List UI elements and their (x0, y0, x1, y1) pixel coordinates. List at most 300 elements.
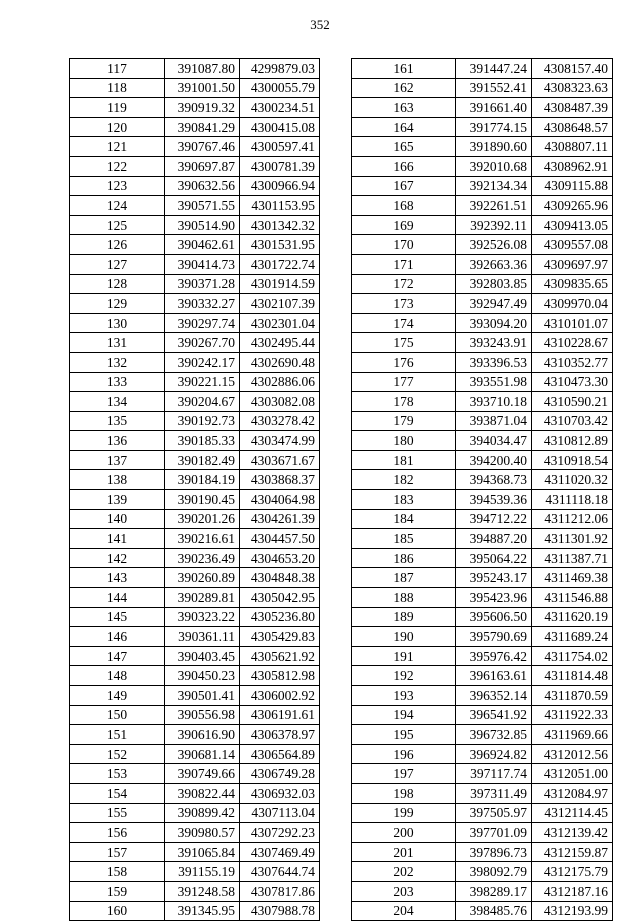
y-coordinate-cell: 4307113.04 (240, 803, 320, 823)
table-row (70, 274, 320, 294)
x-coordinate-cell: 394200.40 (456, 450, 532, 470)
point-number-cell: 133 (70, 372, 165, 392)
y-coordinate-cell: 4311754.02 (532, 646, 613, 666)
y-coordinate-cell: 4307817.86 (240, 881, 320, 901)
x-coordinate-cell: 392526.08 (456, 235, 532, 255)
y-coordinate-cell: 4311301.92 (532, 529, 613, 549)
x-coordinate-cell: 390260.89 (165, 568, 240, 588)
x-coordinate-cell: 391155.19 (165, 862, 240, 882)
x-coordinate-cell: 398289.17 (456, 881, 532, 901)
point-number-cell: 165 (352, 137, 456, 157)
point-number-cell: 200 (352, 823, 456, 843)
x-coordinate-cell: 391661.40 (456, 98, 532, 118)
table-row (352, 705, 613, 725)
x-coordinate-cell: 390501.41 (165, 686, 240, 706)
table-row (70, 352, 320, 372)
coordinate-table-left-body (70, 59, 320, 921)
x-coordinate-cell: 393094.20 (456, 313, 532, 333)
table-row (70, 294, 320, 314)
table-row (70, 78, 320, 98)
coordinate-table-right-body (352, 59, 613, 921)
table-row (70, 490, 320, 510)
point-number-cell: 196 (352, 744, 456, 764)
table-row (352, 823, 613, 843)
table-row (70, 215, 320, 235)
point-number-cell: 169 (352, 215, 456, 235)
x-coordinate-cell: 392010.68 (456, 156, 532, 176)
table-row (70, 470, 320, 490)
x-coordinate-cell: 394034.47 (456, 431, 532, 451)
x-coordinate-cell: 391552.41 (456, 78, 532, 98)
x-coordinate-cell: 390697.87 (165, 156, 240, 176)
point-number-cell: 147 (70, 646, 165, 666)
table-row (70, 372, 320, 392)
y-coordinate-cell: 4300415.08 (240, 117, 320, 137)
x-coordinate-cell: 393710.18 (456, 392, 532, 412)
point-number-cell: 175 (352, 333, 456, 353)
table-row (352, 744, 613, 764)
table-row (352, 392, 613, 412)
point-number-cell: 120 (70, 117, 165, 137)
x-coordinate-cell: 391345.95 (165, 901, 240, 921)
y-coordinate-cell: 4312193.99 (532, 901, 613, 921)
point-number-cell: 143 (70, 568, 165, 588)
table-row (70, 607, 320, 627)
x-coordinate-cell: 390216.61 (165, 529, 240, 549)
x-coordinate-cell: 398485.76 (456, 901, 532, 921)
x-coordinate-cell: 394887.20 (456, 529, 532, 549)
x-coordinate-cell: 390822.44 (165, 783, 240, 803)
y-coordinate-cell: 4307292.23 (240, 823, 320, 843)
y-coordinate-cell: 4311546.88 (532, 588, 613, 608)
table-row (70, 627, 320, 647)
table-row (352, 548, 613, 568)
y-coordinate-cell: 4304653.20 (240, 548, 320, 568)
table-row (352, 607, 613, 627)
x-coordinate-cell: 395606.50 (456, 607, 532, 627)
table-row (70, 137, 320, 157)
x-coordinate-cell: 390221.15 (165, 372, 240, 392)
point-number-cell: 176 (352, 352, 456, 372)
x-coordinate-cell: 398092.79 (456, 862, 532, 882)
table-row (70, 333, 320, 353)
x-coordinate-cell: 394539.36 (456, 490, 532, 510)
x-coordinate-cell: 395976.42 (456, 646, 532, 666)
y-coordinate-cell: 4310352.77 (532, 352, 613, 372)
table-row (70, 842, 320, 862)
y-coordinate-cell: 4305042.95 (240, 588, 320, 608)
table-row (352, 842, 613, 862)
x-coordinate-cell: 396924.82 (456, 744, 532, 764)
table-row (352, 313, 613, 333)
y-coordinate-cell: 4312114.45 (532, 803, 613, 823)
point-number-cell: 152 (70, 744, 165, 764)
table-row (70, 392, 320, 412)
table-row (352, 450, 613, 470)
x-coordinate-cell: 391890.60 (456, 137, 532, 157)
table-row (70, 764, 320, 784)
table-row (70, 823, 320, 843)
x-coordinate-cell: 390332.27 (165, 294, 240, 314)
point-number-cell: 198 (352, 783, 456, 803)
table-row (352, 529, 613, 549)
point-number-cell: 201 (352, 842, 456, 862)
point-number-cell: 135 (70, 411, 165, 431)
coordinate-table-left (69, 58, 320, 921)
table-row (70, 803, 320, 823)
x-coordinate-cell: 391001.50 (165, 78, 240, 98)
y-coordinate-cell: 4309413.05 (532, 215, 613, 235)
x-coordinate-cell: 392663.36 (456, 254, 532, 274)
y-coordinate-cell: 4310590.21 (532, 392, 613, 412)
y-coordinate-cell: 4309697.97 (532, 254, 613, 274)
table-row (70, 881, 320, 901)
y-coordinate-cell: 4300597.41 (240, 137, 320, 157)
y-coordinate-cell: 4303474.99 (240, 431, 320, 451)
y-coordinate-cell: 4312175.79 (532, 862, 613, 882)
point-number-cell: 179 (352, 411, 456, 431)
point-number-cell: 118 (70, 78, 165, 98)
y-coordinate-cell: 4308157.40 (532, 59, 613, 79)
y-coordinate-cell: 4312187.16 (532, 881, 613, 901)
table-row (352, 117, 613, 137)
y-coordinate-cell: 4302107.39 (240, 294, 320, 314)
point-number-cell: 171 (352, 254, 456, 274)
y-coordinate-cell: 4299879.03 (240, 59, 320, 79)
point-number-cell: 160 (70, 901, 165, 921)
y-coordinate-cell: 4302886.06 (240, 372, 320, 392)
point-number-cell: 157 (70, 842, 165, 862)
point-number-cell: 192 (352, 666, 456, 686)
x-coordinate-cell: 390192.73 (165, 411, 240, 431)
point-number-cell: 140 (70, 509, 165, 529)
x-coordinate-cell: 396352.14 (456, 686, 532, 706)
table-row (70, 98, 320, 118)
y-coordinate-cell: 4302690.48 (240, 352, 320, 372)
x-coordinate-cell: 390403.45 (165, 646, 240, 666)
point-number-cell: 187 (352, 568, 456, 588)
x-coordinate-cell: 390767.46 (165, 137, 240, 157)
point-number-cell: 190 (352, 627, 456, 647)
point-number-cell: 148 (70, 666, 165, 686)
page-number: 352 (310, 17, 330, 32)
y-coordinate-cell: 4310101.07 (532, 313, 613, 333)
y-coordinate-cell: 4304457.50 (240, 529, 320, 549)
y-coordinate-cell: 4311870.59 (532, 686, 613, 706)
point-number-cell: 194 (352, 705, 456, 725)
y-coordinate-cell: 4311922.33 (532, 705, 613, 725)
table-row (70, 59, 320, 79)
table-row (352, 666, 613, 686)
table-row (70, 705, 320, 725)
point-number-cell: 146 (70, 627, 165, 647)
x-coordinate-cell: 390514.90 (165, 215, 240, 235)
y-coordinate-cell: 4310473.30 (532, 372, 613, 392)
x-coordinate-cell: 390450.23 (165, 666, 240, 686)
point-number-cell: 119 (70, 98, 165, 118)
y-coordinate-cell: 4306191.61 (240, 705, 320, 725)
y-coordinate-cell: 4311620.19 (532, 607, 613, 627)
y-coordinate-cell: 4311212.06 (532, 509, 613, 529)
x-coordinate-cell: 392261.51 (456, 196, 532, 216)
y-coordinate-cell: 4306378.97 (240, 725, 320, 745)
table-row (352, 725, 613, 745)
point-number-cell: 153 (70, 764, 165, 784)
point-number-cell: 126 (70, 235, 165, 255)
table-row (70, 196, 320, 216)
x-coordinate-cell: 390841.29 (165, 117, 240, 137)
point-number-cell: 132 (70, 352, 165, 372)
x-coordinate-cell: 391087.80 (165, 59, 240, 79)
x-coordinate-cell: 392947.49 (456, 294, 532, 314)
y-coordinate-cell: 4304064.98 (240, 490, 320, 510)
table-row (70, 725, 320, 745)
x-coordinate-cell: 395790.69 (456, 627, 532, 647)
x-coordinate-cell: 390414.73 (165, 254, 240, 274)
y-coordinate-cell: 4311969.66 (532, 725, 613, 745)
table-row (70, 156, 320, 176)
table-row (352, 274, 613, 294)
x-coordinate-cell: 393871.04 (456, 411, 532, 431)
y-coordinate-cell: 4303278.42 (240, 411, 320, 431)
table-row (70, 450, 320, 470)
y-coordinate-cell: 4306932.03 (240, 783, 320, 803)
y-coordinate-cell: 4311469.38 (532, 568, 613, 588)
y-coordinate-cell: 4311387.71 (532, 548, 613, 568)
point-number-cell: 183 (352, 490, 456, 510)
point-number-cell: 186 (352, 548, 456, 568)
y-coordinate-cell: 4307644.74 (240, 862, 320, 882)
x-coordinate-cell: 397896.73 (456, 842, 532, 862)
y-coordinate-cell: 4312084.97 (532, 783, 613, 803)
point-number-cell: 164 (352, 117, 456, 137)
table-row (352, 235, 613, 255)
y-coordinate-cell: 4309115.88 (532, 176, 613, 196)
y-coordinate-cell: 4300055.79 (240, 78, 320, 98)
y-coordinate-cell: 4305812.98 (240, 666, 320, 686)
x-coordinate-cell: 390632.56 (165, 176, 240, 196)
table-row (352, 490, 613, 510)
x-coordinate-cell: 390184.19 (165, 470, 240, 490)
x-coordinate-cell: 390556.98 (165, 705, 240, 725)
point-number-cell: 156 (70, 823, 165, 843)
table-row (70, 646, 320, 666)
y-coordinate-cell: 4308487.39 (532, 98, 613, 118)
table-row (70, 235, 320, 255)
point-number-cell: 167 (352, 176, 456, 196)
x-coordinate-cell: 391447.24 (456, 59, 532, 79)
point-number-cell: 117 (70, 59, 165, 79)
table-row (352, 646, 613, 666)
point-number-cell: 150 (70, 705, 165, 725)
table-row (352, 196, 613, 216)
y-coordinate-cell: 4300234.51 (240, 98, 320, 118)
y-coordinate-cell: 4308323.63 (532, 78, 613, 98)
x-coordinate-cell: 391774.15 (456, 117, 532, 137)
table-row (352, 254, 613, 274)
point-number-cell: 170 (352, 235, 456, 255)
point-number-cell: 173 (352, 294, 456, 314)
point-number-cell: 145 (70, 607, 165, 627)
point-number-cell: 161 (352, 59, 456, 79)
x-coordinate-cell: 390185.33 (165, 431, 240, 451)
table-row (352, 411, 613, 431)
x-coordinate-cell: 390899.42 (165, 803, 240, 823)
x-coordinate-cell: 390462.61 (165, 235, 240, 255)
table-row (70, 783, 320, 803)
y-coordinate-cell: 4311814.48 (532, 666, 613, 686)
y-coordinate-cell: 4306002.92 (240, 686, 320, 706)
x-coordinate-cell: 392392.11 (456, 215, 532, 235)
x-coordinate-cell: 394368.73 (456, 470, 532, 490)
point-number-cell: 184 (352, 509, 456, 529)
x-coordinate-cell: 390190.45 (165, 490, 240, 510)
table-row (352, 627, 613, 647)
x-coordinate-cell: 397701.09 (456, 823, 532, 843)
point-number-cell: 122 (70, 156, 165, 176)
point-number-cell: 139 (70, 490, 165, 510)
y-coordinate-cell: 4311118.18 (532, 490, 613, 510)
point-number-cell: 180 (352, 431, 456, 451)
x-coordinate-cell: 390289.81 (165, 588, 240, 608)
point-number-cell: 163 (352, 98, 456, 118)
y-coordinate-cell: 4309835.65 (532, 274, 613, 294)
y-coordinate-cell: 4312159.87 (532, 842, 613, 862)
x-coordinate-cell: 390980.57 (165, 823, 240, 843)
x-coordinate-cell: 396732.85 (456, 725, 532, 745)
table-row (352, 78, 613, 98)
table-row (70, 744, 320, 764)
y-coordinate-cell: 4306749.28 (240, 764, 320, 784)
table-row (352, 137, 613, 157)
table-row (70, 686, 320, 706)
x-coordinate-cell: 394712.22 (456, 509, 532, 529)
point-number-cell: 189 (352, 607, 456, 627)
y-coordinate-cell: 4308648.57 (532, 117, 613, 137)
y-coordinate-cell: 4302301.04 (240, 313, 320, 333)
table-row (70, 117, 320, 137)
point-number-cell: 151 (70, 725, 165, 745)
point-number-cell: 203 (352, 881, 456, 901)
table-row (352, 294, 613, 314)
point-number-cell: 191 (352, 646, 456, 666)
point-number-cell: 197 (352, 764, 456, 784)
y-coordinate-cell: 4310703.42 (532, 411, 613, 431)
x-coordinate-cell: 390297.74 (165, 313, 240, 333)
y-coordinate-cell: 4308807.11 (532, 137, 613, 157)
table-row (70, 254, 320, 274)
x-coordinate-cell: 397117.74 (456, 764, 532, 784)
x-coordinate-cell: 390201.26 (165, 509, 240, 529)
y-coordinate-cell: 4310812.89 (532, 431, 613, 451)
x-coordinate-cell: 397311.49 (456, 783, 532, 803)
table-row (352, 470, 613, 490)
y-coordinate-cell: 4311689.24 (532, 627, 613, 647)
y-coordinate-cell: 4310228.67 (532, 333, 613, 353)
point-number-cell: 178 (352, 392, 456, 412)
y-coordinate-cell: 4307988.78 (240, 901, 320, 921)
point-number-cell: 177 (352, 372, 456, 392)
point-number-cell: 199 (352, 803, 456, 823)
y-coordinate-cell: 4305621.92 (240, 646, 320, 666)
point-number-cell: 193 (352, 686, 456, 706)
point-number-cell: 174 (352, 313, 456, 333)
y-coordinate-cell: 4304261.39 (240, 509, 320, 529)
x-coordinate-cell: 395243.17 (456, 568, 532, 588)
table-row (352, 588, 613, 608)
point-number-cell: 172 (352, 274, 456, 294)
coordinate-table-right (351, 58, 613, 921)
table-row (70, 431, 320, 451)
y-coordinate-cell: 4312051.00 (532, 764, 613, 784)
y-coordinate-cell: 4303082.08 (240, 392, 320, 412)
table-row (352, 901, 613, 921)
table-row (352, 803, 613, 823)
point-number-cell: 130 (70, 313, 165, 333)
point-number-cell: 128 (70, 274, 165, 294)
x-coordinate-cell: 396163.61 (456, 666, 532, 686)
x-coordinate-cell: 393396.53 (456, 352, 532, 372)
y-coordinate-cell: 4306564.89 (240, 744, 320, 764)
table-row (70, 568, 320, 588)
table-row (352, 862, 613, 882)
x-coordinate-cell: 390267.70 (165, 333, 240, 353)
table-row (70, 901, 320, 921)
x-coordinate-cell: 390749.66 (165, 764, 240, 784)
table-row (70, 411, 320, 431)
x-coordinate-cell: 397505.97 (456, 803, 532, 823)
y-coordinate-cell: 4310918.54 (532, 450, 613, 470)
x-coordinate-cell: 390371.28 (165, 274, 240, 294)
y-coordinate-cell: 4308962.91 (532, 156, 613, 176)
table-row (352, 783, 613, 803)
point-number-cell: 131 (70, 333, 165, 353)
table-row (352, 764, 613, 784)
x-coordinate-cell: 390681.14 (165, 744, 240, 764)
point-number-cell: 136 (70, 431, 165, 451)
point-number-cell: 162 (352, 78, 456, 98)
y-coordinate-cell: 4312139.42 (532, 823, 613, 843)
y-coordinate-cell: 4301914.59 (240, 274, 320, 294)
point-number-cell: 125 (70, 215, 165, 235)
y-coordinate-cell: 4309970.04 (532, 294, 613, 314)
x-coordinate-cell: 396541.92 (456, 705, 532, 725)
x-coordinate-cell: 390242.17 (165, 352, 240, 372)
y-coordinate-cell: 4300966.94 (240, 176, 320, 196)
table-row (352, 215, 613, 235)
table-row (352, 352, 613, 372)
x-coordinate-cell: 390361.11 (165, 627, 240, 647)
point-number-cell: 142 (70, 548, 165, 568)
y-coordinate-cell: 4303671.67 (240, 450, 320, 470)
table-row (352, 156, 613, 176)
table-row (352, 372, 613, 392)
y-coordinate-cell: 4307469.49 (240, 842, 320, 862)
point-number-cell: 121 (70, 137, 165, 157)
x-coordinate-cell: 393551.98 (456, 372, 532, 392)
x-coordinate-cell: 393243.91 (456, 333, 532, 353)
point-number-cell: 154 (70, 783, 165, 803)
table-row (352, 509, 613, 529)
x-coordinate-cell: 390616.90 (165, 725, 240, 745)
x-coordinate-cell: 395064.22 (456, 548, 532, 568)
x-coordinate-cell: 391248.58 (165, 881, 240, 901)
point-number-cell: 202 (352, 862, 456, 882)
point-number-cell: 188 (352, 588, 456, 608)
y-coordinate-cell: 4305429.83 (240, 627, 320, 647)
point-number-cell: 137 (70, 450, 165, 470)
table-row (352, 431, 613, 451)
